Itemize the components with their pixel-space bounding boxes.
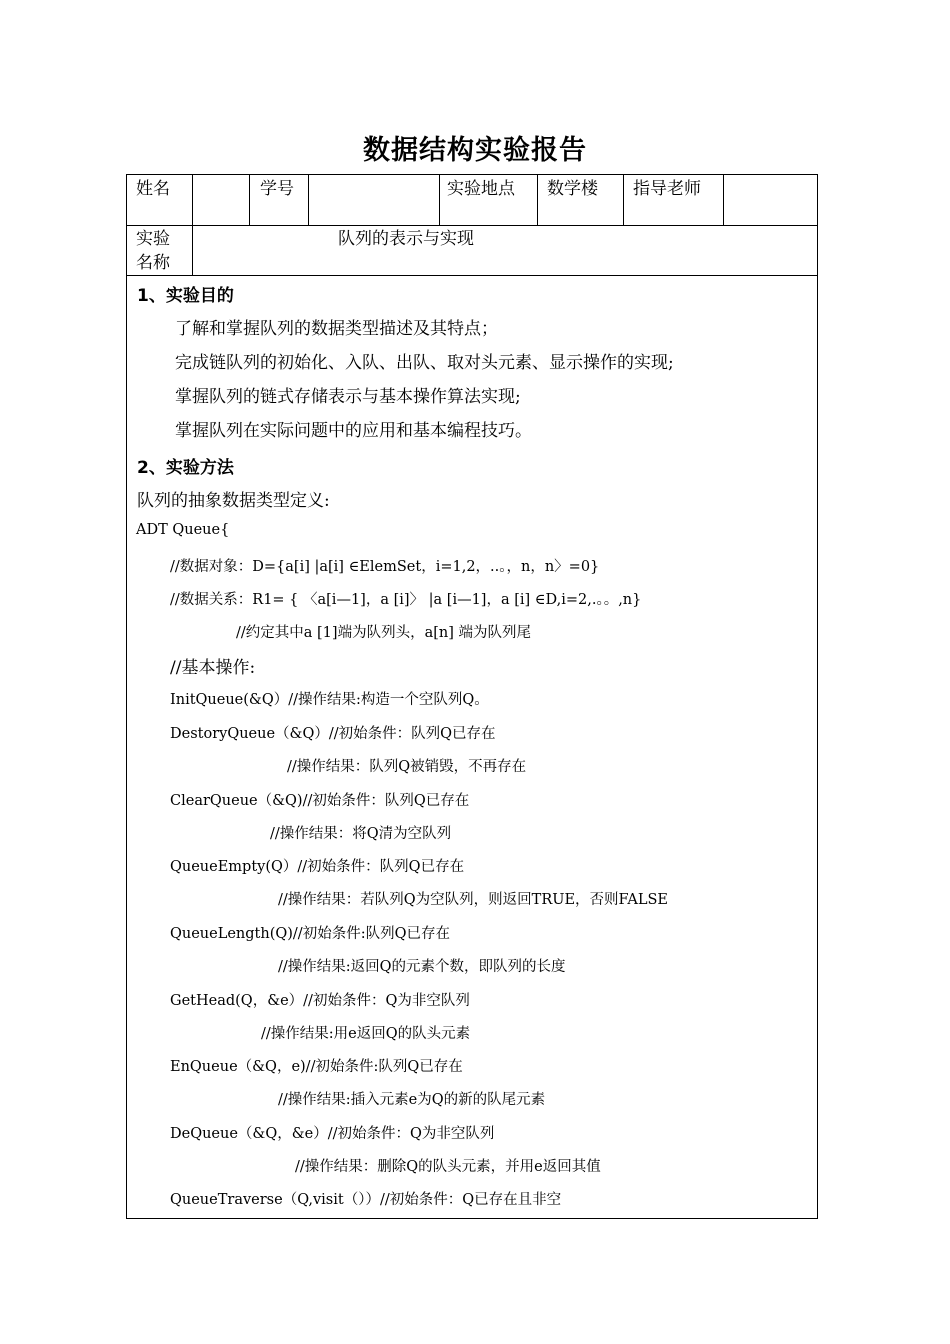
code-line: InitQueue(&Q）//操作结果:构造一个空队列Q。 (170, 692, 489, 708)
code-line: //基本操作: (170, 658, 256, 678)
experiment-name-value: 队列的表示与实现 (338, 229, 474, 249)
method-intro: 队列的抽象数据类型定义: (137, 491, 330, 511)
purpose-item: 掌握队列的链式存储表示与基本操作算法实现; (175, 387, 521, 407)
code-line: //约定其中a [1]端为队列头，a[n] 端为队列尾 (236, 625, 531, 641)
report-title: 数据结构实验报告 (363, 135, 587, 166)
col-divider (439, 175, 440, 225)
purpose-item: 完成链队列的初始化、入队、出队、取对头元素、显示操作的实现; (175, 353, 674, 373)
code-line: QueueEmpty(Q）//初始条件：队列Q已存在 (170, 859, 465, 875)
code-line: DeQueue（&Q，&e）//初始条件：Q为非空队列 (170, 1126, 495, 1142)
experiment-name-label (136, 227, 170, 275)
purpose-item: 掌握队列在实际问题中的应用和基本编程技巧。 (175, 421, 532, 441)
code-line: //操作结果:返回Q的元素个数，即队列的长度 (278, 959, 566, 975)
code-line: //操作结果:插入元素e为Q的新的队尾元素 (278, 1092, 546, 1108)
section-heading-method: 2、实验方法 (137, 458, 234, 478)
code-line: //操作结果：将Q清为空队列 (270, 826, 452, 842)
row-divider (127, 225, 817, 226)
code-line: QueueLength(Q)//初始条件:队列Q已存在 (170, 926, 450, 942)
code-line: //数据对象：D={a[i] |a[i] ∈ElemSet，i=1,2，..。，n，n〉=0} (170, 559, 600, 575)
report-form (126, 174, 818, 1219)
purpose-item: 了解和掌握队列的数据类型描述及其特点； (175, 319, 498, 339)
col-divider (192, 175, 193, 275)
code-line: ClearQueue（&Q)//初始条件：队列Q已存在 (170, 793, 470, 809)
col-divider (308, 175, 309, 225)
col-divider (723, 175, 724, 225)
code-line: QueueTraverse（Q,visit（））//初始条件：Q已存在且非空 (170, 1192, 562, 1208)
code-line: ADT Queue{ (136, 522, 230, 538)
code-line: //操作结果：若队列Q为空队列，则返回TRUE，否则FALSE (278, 892, 668, 908)
location-value: 数学楼 (547, 179, 598, 199)
col-divider (537, 175, 538, 225)
code-line: //操作结果:用e返回Q的队头元素 (261, 1026, 471, 1042)
code-line: EnQueue（&Q，e)//初始条件:队列Q已存在 (170, 1059, 463, 1075)
col-divider (249, 175, 250, 225)
section-heading-purpose: 1、实验目的 (137, 286, 234, 306)
col-divider (623, 175, 624, 225)
code-line: //操作结果：删除Q的队头元素，并用e返回其值 (295, 1159, 601, 1175)
name-label: 姓名 (136, 179, 170, 199)
code-line: DestoryQueue（&Q）//初始条件：队列Q已存在 (170, 726, 496, 742)
student-id-label: 学号 (260, 179, 294, 199)
location-label: 实验地点 (447, 179, 515, 199)
advisor-label: 指导老师 (633, 179, 701, 199)
code-line: //操作结果：队列Q被销毁，不再存在 (287, 759, 527, 775)
code-line: //数据关系：R1= { 〈a[i—1]，a [i]〉 |a [i—1]，a [i] ∈D,i=2,.。。,n} (170, 592, 642, 608)
label-line: 名称 (136, 253, 170, 273)
code-line: GetHead(Q，&e）//初始条件：Q为非空队列 (170, 993, 470, 1009)
row-divider (127, 275, 817, 276)
label-line: 实验 (136, 229, 170, 249)
